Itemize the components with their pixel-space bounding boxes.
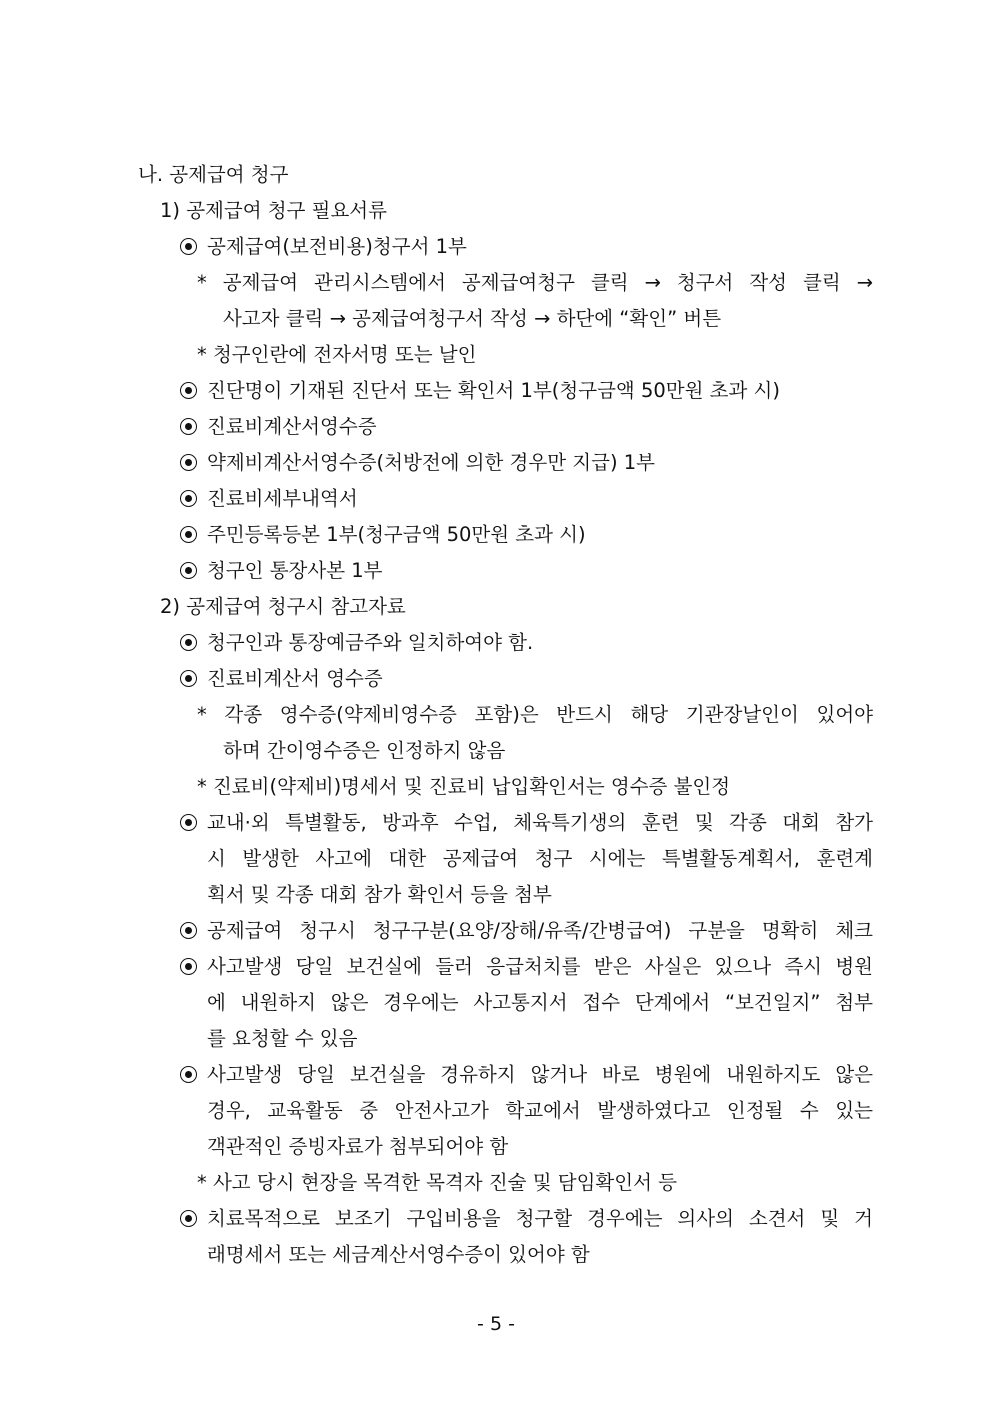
list-item: 사고발생 당일 보건실에 들러 응급처치를 받은 사실은 있으나 즉시 병원 [207, 955, 873, 978]
bullet-icon [180, 670, 197, 687]
list-item-continuation: 경우, 교육활동 중 안전사고가 학교에서 발생하였다고 인정될 수 있는 [207, 1099, 873, 1122]
page-number: - 5 - [477, 1313, 515, 1335]
bullet-icon [180, 814, 197, 831]
list-item: 치료목적으로 보조기 구입비용을 청구할 경우에는 의사의 소견서 및 거 [207, 1207, 873, 1230]
subsection-heading-reference: 2) 공제급여 청구시 참고자료 [160, 595, 406, 618]
list-item-continuation: 를 요청할 수 있음 [207, 1027, 358, 1050]
note-line: * 각종 영수증(약제비영수증 포함)은 반드시 해당 기관장날인이 있어야 [197, 703, 873, 726]
bullet-icon [180, 1210, 197, 1227]
subsection-heading-required-documents: 1) 공제급여 청구 필요서류 [160, 199, 387, 222]
note-line: * 사고 당시 현장을 목격한 목격자 진술 및 담임확인서 등 [197, 1171, 677, 1194]
list-item: 진료비세부내역서 [207, 487, 358, 510]
note-line: * 청구인란에 전자서명 또는 날인 [197, 343, 477, 366]
bullet-icon [180, 490, 197, 507]
bullet-icon [180, 562, 197, 579]
list-item: 청구인과 통장예금주와 일치하여야 함. [207, 631, 534, 654]
note-line: * 진료비(약제비)명세서 및 진료비 납입확인서는 영수증 불인정 [197, 775, 731, 798]
list-item: 사고발생 당일 보건실을 경유하지 않거나 바로 병원에 내원하지도 않은 [207, 1063, 873, 1086]
list-item: 진료비계산서영수증 [207, 415, 377, 438]
bullet-icon [180, 454, 197, 471]
bullet-icon [180, 238, 197, 255]
bullet-icon [180, 1066, 197, 1083]
list-item: 공제급여 청구시 청구구분(요양/장해/유족/간병급여) 구분을 명확히 체크 [207, 919, 873, 942]
list-item-continuation: 래명세서 또는 세금계산서영수증이 있어야 함 [207, 1243, 590, 1266]
list-item-continuation: 객관적인 증빙자료가 첨부되어야 함 [207, 1135, 509, 1158]
list-item: 교내·외 특별활동, 방과후 수업, 체육특기생의 훈련 및 각종 대회 참가 [207, 811, 873, 834]
list-item: 진료비계산서 영수증 [207, 667, 383, 690]
note-line: * 공제급여 관리시스템에서 공제급여청구 클릭 → 청구서 작성 클릭 → [197, 271, 873, 294]
list-item-continuation: 시 발생한 사고에 대한 공제급여 청구 시에는 특별활동계획서, 훈련계 [207, 847, 873, 870]
bullet-icon [180, 382, 197, 399]
bullet-icon [180, 418, 197, 435]
list-item: 청구인 통장사본 1부 [207, 559, 383, 582]
note-line: 하며 간이영수증은 인정하지 않음 [223, 739, 506, 762]
bullet-icon [180, 634, 197, 651]
list-item: 공제급여(보전비용)청구서 1부 [207, 235, 467, 258]
list-item: 진단명이 기재된 진단서 또는 확인서 1부(청구금액 50만원 초과 시) [207, 379, 780, 402]
section-heading: 나. 공제급여 청구 [138, 163, 289, 186]
list-item-continuation: 획서 및 각종 대회 참가 확인서 등을 첨부 [207, 883, 552, 906]
bullet-icon [180, 526, 197, 543]
bullet-icon [180, 922, 197, 939]
list-item: 약제비계산서영수증(처방전에 의한 경우만 지급) 1부 [207, 451, 655, 474]
note-line: 사고자 클릭 → 공제급여청구서 작성 → 하단에 “확인” 버튼 [223, 307, 722, 330]
list-item: 주민등록등본 1부(청구금액 50만원 초과 시) [207, 523, 586, 546]
list-item-continuation: 에 내원하지 않은 경우에는 사고통지서 접수 단계에서 “보건일지” 첨부 [207, 991, 873, 1014]
bullet-icon [180, 958, 197, 975]
